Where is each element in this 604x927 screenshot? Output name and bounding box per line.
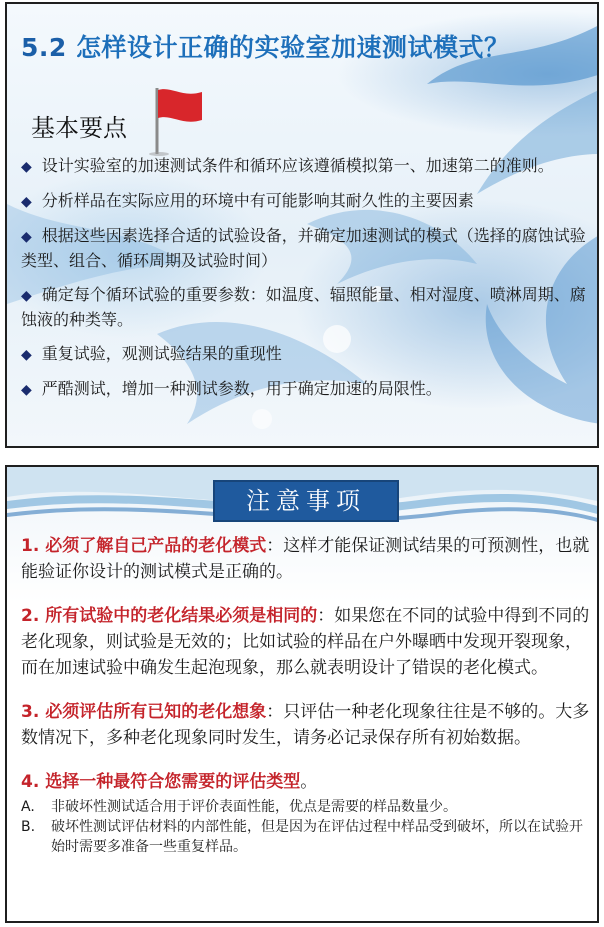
diamond-bullet-icon: ◆ (21, 159, 32, 175)
evaluation-type-sublist (21, 797, 591, 857)
note-item: 1. 必须了解自己产品的老化模式：这样才能保证测试结果的可预测性，也就能验证你设计的测试模式是正确的。 (21, 536, 590, 582)
bullet-list (21, 154, 593, 412)
notes-title: 注意事项 (213, 480, 399, 522)
notes-list (21, 533, 591, 857)
note-item: 4. 选择一种最符合您需要的评估类型。 (21, 772, 318, 792)
red-flag-icon (147, 84, 207, 156)
slide-notes (5, 465, 599, 923)
sublist-item: B. 破坏性测试评估材料的内部性能，但是因为在评估过程中样品受到破坏，所以在试验开始时需要多准备一些重复样品。 (21, 819, 583, 855)
bullet-item: ◆ 确定每个循环试验的重要参数：如温度、辐照能量、相对湿度、喷淋周期、腐蚀液的种类等。 (21, 285, 586, 329)
title-number: 5.2 (21, 33, 67, 62)
note-item: 3. 必须评估所有已知的老化想象：只评估一种老化现象往往是不够的。大多数情况下，多种老化现象同时发生，请务必记录保存所有初始数据。 (21, 702, 590, 748)
diamond-bullet-icon: ◆ (21, 194, 32, 210)
bullet-item: ◆ 分析样品在实际应用的环境中有可能影响其耐久性的主要因素 (21, 191, 474, 210)
sublist-item: A. 非破坏性测试适合用于评价表面性能，优点是需要的样品数量少。 (21, 799, 457, 815)
diamond-bullet-icon: ◆ (21, 347, 32, 363)
bullet-item: ◆ 重复试验，观测试验结果的重现性 (21, 344, 282, 363)
diamond-bullet-icon: ◆ (21, 288, 32, 304)
slide-title (21, 28, 510, 64)
diamond-bullet-icon: ◆ (21, 229, 32, 245)
subtitle-basic-points: 基本要点 (31, 114, 127, 142)
title-text: 怎样设计正确的实验室加速测试模式？ (76, 33, 510, 62)
slide-basic-points (5, 2, 599, 448)
bullet-item: ◆ 设计实验室的加速测试条件和循环应该遵循模拟第一、加速第二的准则。 (21, 156, 554, 175)
bullet-item: ◆ 严酷测试，增加一种测试参数，用于确定加速的局限性。 (21, 379, 442, 398)
bullet-item: ◆ 根据这些因素选择合适的试验设备，并确定加速测试的模式（选择的腐蚀试验类型、组合、循环周期及试验时间） (21, 226, 586, 270)
note-item: 2. 所有试验中的老化结果必须是相同的：如果您在不同的试验中得到不同的老化现象，则试验是无效的；比如试验的样品在户外曝晒中发现开裂现象，而在加速试验中确发生起泡现象，那么就表明设计了错误的老化模式。 (21, 606, 590, 678)
diamond-bullet-icon: ◆ (21, 382, 32, 398)
